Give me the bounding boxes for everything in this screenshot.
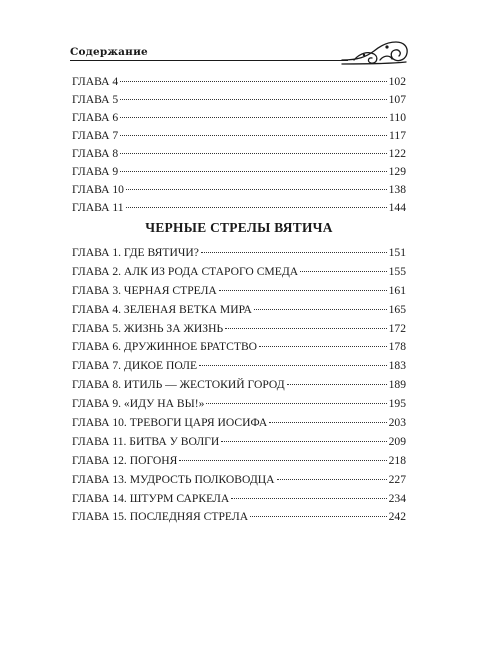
dot-leader <box>120 135 387 136</box>
toc-entry-page: 161 <box>388 283 406 297</box>
toc-entry <box>72 145 406 163</box>
toc-entry-page: 117 <box>389 129 406 142</box>
toc-entry <box>72 338 406 357</box>
toc-list-continued <box>72 73 406 217</box>
toc-entry-label: ГЛАВА 14. ШТУРМ САРКЕЛА <box>72 491 230 505</box>
dot-leader <box>225 328 387 329</box>
dot-leader <box>254 309 387 310</box>
toc-entry-page: 155 <box>388 264 406 278</box>
toc-entry <box>72 471 406 490</box>
toc-entry <box>72 263 406 282</box>
dot-leader <box>199 365 386 366</box>
toc-entry <box>72 433 406 452</box>
dot-leader <box>120 81 386 82</box>
toc-entry-page: 129 <box>388 165 406 178</box>
toc-entry <box>72 376 406 395</box>
toc-entry-page: 165 <box>388 302 406 316</box>
dot-leader <box>201 252 387 253</box>
toc-entry <box>72 490 406 509</box>
toc-entry <box>72 282 406 301</box>
toc-entry-page: 102 <box>388 75 406 88</box>
toc-entry-label: ГЛАВА 13. МУДРОСТЬ ПОЛКОВОДЦА <box>72 472 275 486</box>
toc-entry-page: 195 <box>388 397 406 411</box>
toc-entry-label: ГЛАВА 8 <box>72 147 119 160</box>
toc-entry-page: 183 <box>388 359 406 373</box>
toc-entry <box>72 181 406 199</box>
toc-entry-page: 189 <box>388 378 406 392</box>
toc-entry-page: 218 <box>388 453 406 467</box>
toc-entry-label: ГЛАВА 4. ЗЕЛЕНАЯ ВЕТКА МИРА <box>72 302 252 316</box>
toc-entry <box>72 91 406 109</box>
toc-entry-label: ГЛАВА 12. ПОГОНЯ <box>72 453 178 467</box>
toc-entry <box>72 414 406 433</box>
toc-entry-label: ГЛАВА 5 <box>72 93 119 106</box>
dot-leader <box>250 516 387 517</box>
running-head <box>70 38 410 70</box>
dot-leader <box>179 460 386 461</box>
toc-list-part <box>72 244 406 527</box>
dot-leader <box>206 403 386 404</box>
dot-leader <box>269 422 386 423</box>
toc-entry <box>72 127 406 145</box>
toc-entry-label: ГЛАВА 7. ДИКОЕ ПОЛЕ <box>72 359 198 373</box>
dot-leader <box>287 384 387 385</box>
dot-leader <box>120 153 386 154</box>
toc-entry-page: 242 <box>388 510 406 524</box>
toc-entry-label: ГЛАВА 10. ТРЕВОГИ ЦАРЯ ИОСИФА <box>72 416 268 430</box>
dot-leader <box>259 346 387 347</box>
dot-leader <box>120 171 386 172</box>
toc-entry-label: ГЛАВА 9 <box>72 165 119 178</box>
toc-entry-label: ГЛАВА 11 <box>72 201 124 214</box>
running-head-title: Содержание <box>70 46 148 58</box>
toc-entry-label: ГЛАВА 15. ПОСЛЕДНЯЯ СТРЕЛА <box>72 510 249 524</box>
toc-entry-label: ГЛАВА 1. ГДЕ ВЯТИЧИ? <box>72 246 199 259</box>
ornament-icon <box>340 38 410 68</box>
toc-entry-label: ГЛАВА 10 <box>72 183 124 196</box>
toc-entry-label: ГЛАВА 4 <box>72 75 119 88</box>
toc-entry-label: ГЛАВА 6. ДРУЖИННОЕ БРАТСТВО <box>72 340 258 354</box>
toc-entry-label: ГЛАВА 6 <box>72 111 119 124</box>
toc-entry-page: 178 <box>388 340 406 354</box>
toc-entry-page: 107 <box>388 93 406 106</box>
dot-leader <box>126 189 387 190</box>
toc-entry <box>72 109 406 127</box>
toc-entry <box>72 508 406 527</box>
dot-leader <box>120 117 387 118</box>
toc-entry-label: ГЛАВА 7 <box>72 129 119 142</box>
toc-entry-page: 203 <box>388 416 406 430</box>
dot-leader <box>126 207 387 208</box>
dot-leader <box>277 479 387 480</box>
toc-entry-label: ГЛАВА 11. БИТВА У ВОЛГИ <box>72 434 220 448</box>
toc-entry-page: 138 <box>388 183 406 196</box>
toc-entry-page: 110 <box>389 111 406 124</box>
dot-leader <box>221 441 386 442</box>
toc-entry-page: 122 <box>388 147 406 160</box>
toc-entry <box>72 320 406 339</box>
dot-leader <box>219 290 387 291</box>
toc-entry-label: ГЛАВА 2. АЛК ИЗ РОДА СТАРОГО СМЕДА <box>72 264 299 278</box>
dot-leader <box>120 99 386 100</box>
toc-entry <box>72 163 406 181</box>
toc-entry-page: 144 <box>388 201 406 214</box>
toc-entry <box>72 244 406 263</box>
toc-entry-label: ГЛАВА 9. «ИДУ НА ВЫ!» <box>72 397 205 411</box>
toc-entry-page: 234 <box>388 491 406 505</box>
toc-entry <box>72 452 406 471</box>
toc-entry-page: 209 <box>388 434 406 448</box>
toc-entry-label: ГЛАВА 3. ЧЕРНАЯ СТРЕЛА <box>72 283 217 297</box>
toc-entry-page: 151 <box>388 246 406 259</box>
part-title: ЧЕРНЫЕ СТРЕЛЫ ВЯТИЧА <box>145 220 333 235</box>
toc-entry <box>72 301 406 320</box>
toc-entry-label: ГЛАВА 5. ЖИЗНЬ ЗА ЖИЗНЬ <box>72 321 224 335</box>
toc-entry <box>72 73 406 91</box>
dot-leader <box>231 498 386 499</box>
toc-entry-label: ГЛАВА 8. ИТИЛЬ — ЖЕСТОКИЙ ГОРОД <box>72 378 285 392</box>
toc-entry-page: 172 <box>388 321 406 335</box>
header-rule <box>70 60 348 61</box>
toc-entry-page: 227 <box>388 472 406 486</box>
toc-entry <box>72 357 406 376</box>
dot-leader <box>300 271 387 272</box>
toc-entry <box>72 199 406 217</box>
toc-entry <box>72 395 406 414</box>
